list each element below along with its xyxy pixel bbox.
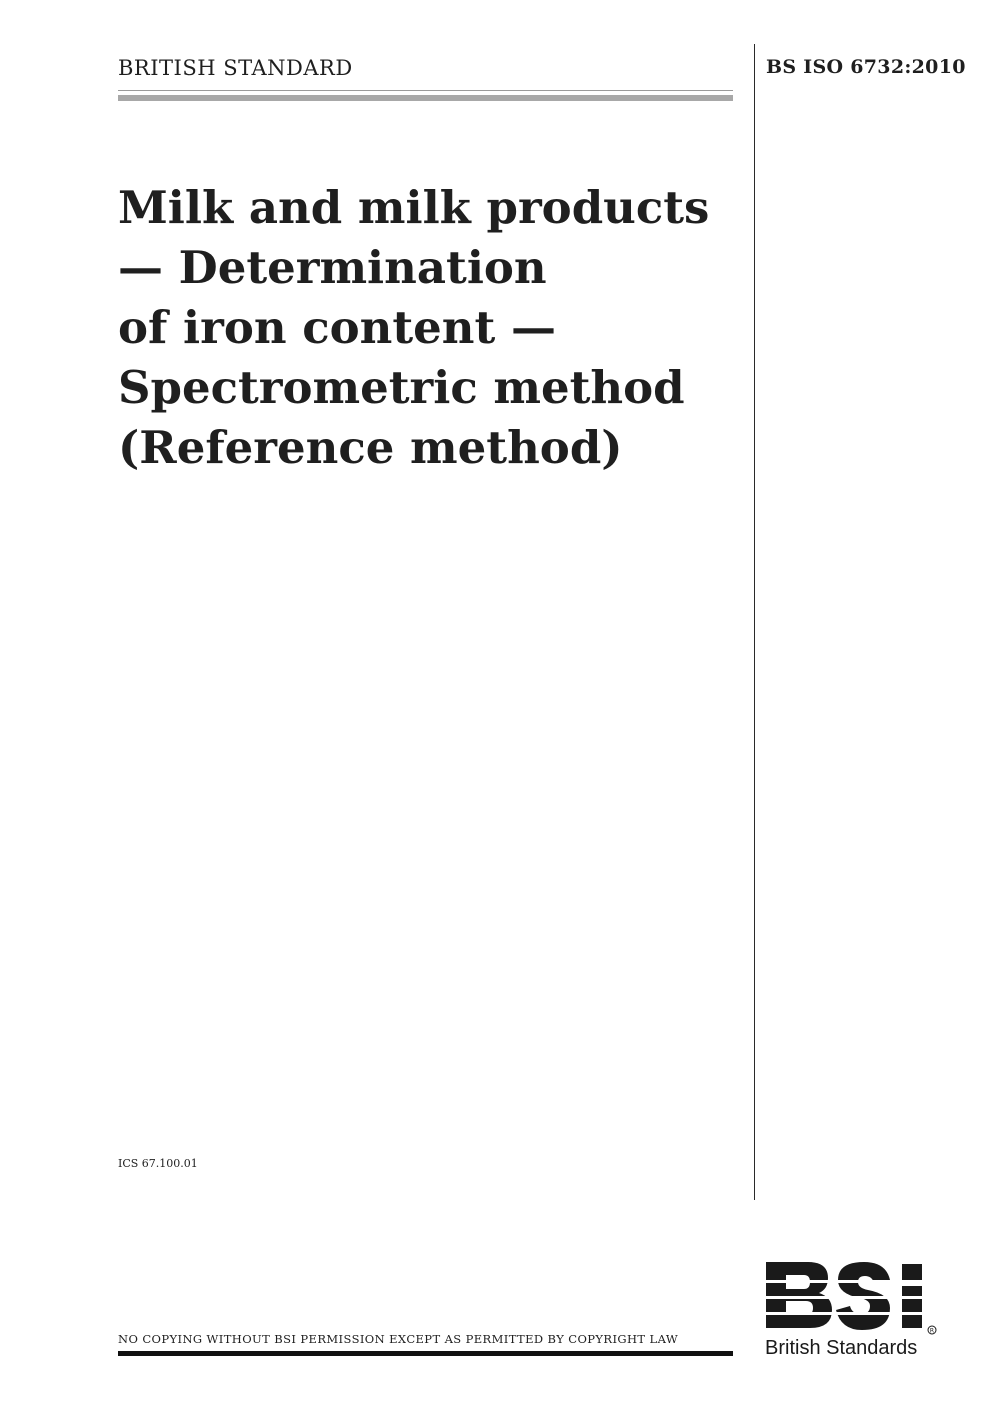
document-number: BS ISO 6732:2010 bbox=[766, 56, 966, 78]
title-line: Spectrometric method bbox=[118, 361, 685, 414]
header-rule-thick bbox=[118, 95, 733, 101]
document-title bbox=[118, 178, 738, 478]
title-line: — Determination bbox=[118, 241, 547, 294]
title-line: Milk and milk products bbox=[118, 181, 710, 234]
footer-rule bbox=[118, 1351, 733, 1356]
registered-mark: R bbox=[929, 1327, 935, 1335]
ics-code: ICS 67.100.01 bbox=[118, 1157, 198, 1170]
column-divider bbox=[754, 44, 755, 1200]
publisher-label: BRITISH STANDARD bbox=[118, 56, 353, 80]
bsi-wordmark-graphic bbox=[762, 1258, 940, 1338]
copyright-notice: NO COPYING WITHOUT BSI PERMISSION EXCEPT AS PERMITTED BY COPYRIGHT LAW bbox=[118, 1332, 679, 1346]
header-rule-thin bbox=[118, 90, 733, 91]
title-line: (Reference method) bbox=[118, 421, 623, 474]
logo-caption: British Standards bbox=[765, 1337, 918, 1359]
title-line: of iron content — bbox=[118, 301, 556, 354]
